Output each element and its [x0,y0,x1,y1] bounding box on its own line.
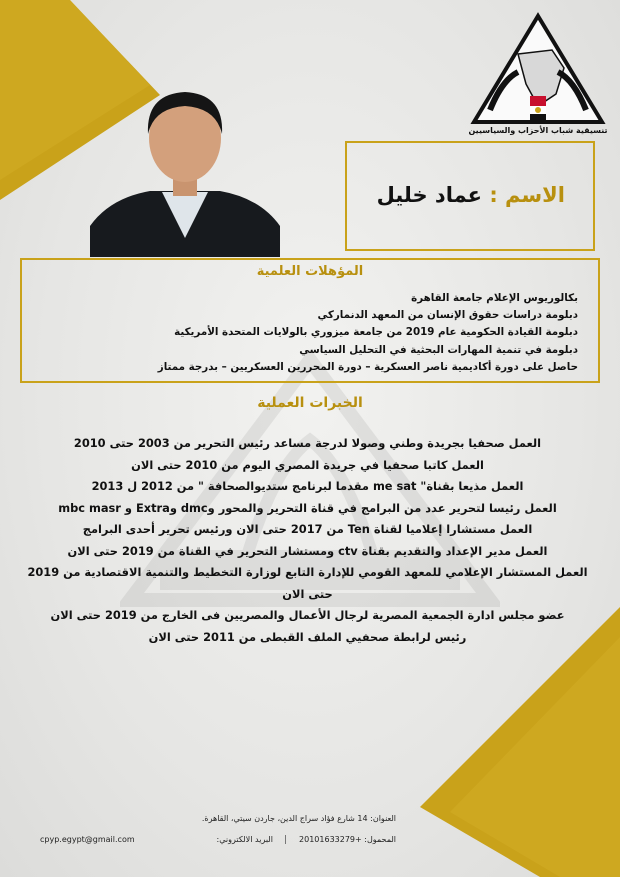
name-box [345,141,595,251]
qualification-item: دبلومة دراسات حقوق الإنسان من المعهد الدنماركي [317,309,578,322]
egypt-eagle-emblem-icon [530,96,546,122]
email-label: البريد الالكتروني: [216,835,273,844]
address-row [202,814,396,823]
profile-photo [90,76,280,257]
avatar-icon [90,76,280,257]
name-label: الاسم : [489,183,565,207]
divider [285,835,286,844]
qualification-item: دبلومة القيادة الحكومية عام 2019 من جامعة ميزوري بالولايات المتحدة الأمريكية [174,326,578,339]
qualifications-title: المؤهلات العلمية [256,264,364,279]
experience-item: العمل المستشار الإعلامي للمعهد القومي للإدارة التابع لوزارة التخطيط والتنمية الاقتصادية من 2019 حتى الان [27,565,588,601]
phone-label: المحمول: [364,835,396,844]
qualification-item: دبلومة في تنمية المهارات البحثية في التحليل السياسي [299,343,578,356]
phone-value: +20101633279 [299,835,362,844]
experience-item: رئيس لرابطة صحفيي الملف القبطى من 2011 حتى الان [148,629,467,644]
qualifications-section [20,258,600,383]
experience-item: العمل مدير الإعداد والتقديم بقناة ctv ومستشار التحرير في القناة من 2019 حتى الان [67,543,548,558]
party-logo-icon [468,10,608,142]
experience-item: العمل مذيعا بقناة" me sat مقدما لبرنامج ستديوالصحافة " من 2012 ل 2013 [91,479,524,493]
qualification-item: حاصل على دورة أكاديمية ناصر العسكرية – دورة المحررين العسكريين – بدرجة ممتاز [157,360,578,373]
experience-item: عضو مجلس ادارة الجمعية المصرية لرجال الأعمال والمصريين فى الخارج من 2019 حتى الان [50,608,565,622]
phone-email-row [217,835,396,844]
experience-item: العمل صحفيا بجريدة وطني وصولا لدرجة مساعد رئيس التحرير من 2003 حتى 2010 [73,436,542,450]
organization-name: تنسيقية شباب الأحزاب والسياسيين [468,126,608,135]
name-value: عماد خليل [376,183,483,207]
qualification-item: بكالوريوس الإعلام جامعة القاهرة [411,292,578,304]
experience-title: الخبرات العملية [257,395,363,411]
name-line [377,183,565,207]
experience-item: العمل كاتبا صحفيا في جريدة المصري اليوم من 2010 حتى الان [131,457,484,472]
email-value: cpyp.egypt@gmail.com [40,835,135,844]
qualifications-list [158,290,578,376]
address-value: 14 شارع فؤاد سراج الدين، جاردن سيتي، القاهرة. [201,814,368,823]
experience-item: العمل رئيسا لتحرير عدد من البرامج في قناة التحرير والمحور وdmc وExtra و mbc masr [58,500,557,515]
experience-item: العمل مستشارا إعلاميا لقناة Ten من 2017 حتى الان ورئيس تحرير أحدى البرامج [82,522,533,536]
address-label: العنوان: [370,814,396,823]
experience-list [20,433,595,648]
